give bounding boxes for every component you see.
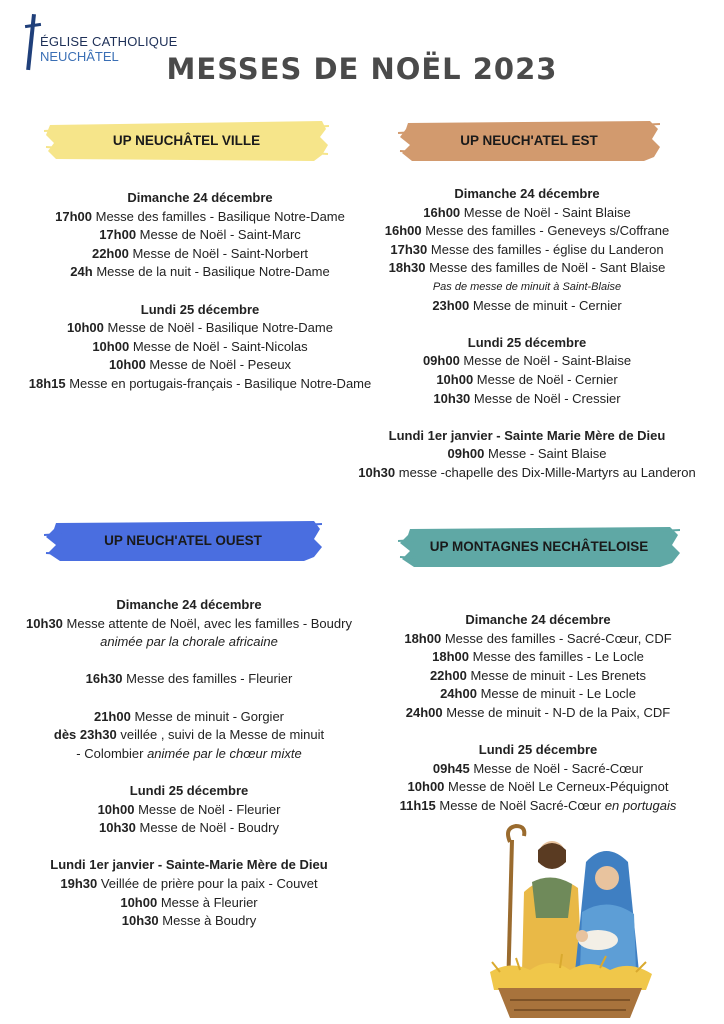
nativity-illustration bbox=[470, 822, 660, 1022]
banner-montagnes bbox=[398, 523, 680, 569]
day-header: Dimanche 24 décembre bbox=[116, 597, 262, 612]
mass-line: 11h15 Messe de Noël Sacré-Cœur en portugais bbox=[399, 797, 677, 813]
mass-line: 16h30 Messe des familles - Fleurier bbox=[85, 671, 293, 687]
day-header: Lundi 1er janvier - Sainte-Marie Mère de Dieu bbox=[50, 857, 328, 873]
mass-line: 09h45 Messe de Noël - Sacré-Cœur bbox=[432, 760, 644, 776]
mass-line: 23h00 Messe de minuit - Cernier bbox=[432, 297, 622, 313]
page-title: MESSES DE NOËL 2023 bbox=[166, 52, 558, 86]
banner-ouest-label: UP NEUCH'ATEL OUEST bbox=[104, 532, 262, 548]
mass-line: 17h30 Messe des familles - église du Landeron bbox=[390, 241, 664, 257]
mass-line: 16h00 Messe de Noël - Saint Blaise bbox=[423, 204, 631, 220]
mass-line: 19h30 Veillée de prière pour la paix - Couvet bbox=[60, 875, 318, 891]
mass-line: 10h00 Messe de Noël - Fleurier bbox=[97, 801, 281, 817]
logo-line-1: ÉGLISE CATHOLIQUE bbox=[40, 34, 178, 49]
mass-line: 18h00 Messe des familles - Sacré-Cœur, CDF bbox=[404, 630, 672, 646]
mass-line: 10h00 Messe de Noël - Peseux bbox=[108, 357, 292, 373]
mass-line: dès 23h30 veillée , suivi de la Messe de minuit bbox=[53, 727, 325, 743]
mass-line: 10h00 Messe de Noël - Basilique Notre-Dame bbox=[67, 320, 333, 336]
mass-line: 24h00 Messe de minuit - N-D de la Paix, CDF bbox=[405, 704, 671, 720]
mass-note: animée par la chorale africaine bbox=[100, 634, 278, 650]
mass-line: 18h15 Messe en portugais-français - Basilique Notre-Dame bbox=[28, 375, 372, 391]
schedule-est bbox=[330, 185, 724, 483]
schedule-montagnes bbox=[368, 611, 708, 816]
mass-line: 10h30 Messe attente de Noël, avec les familles - Boudry bbox=[26, 615, 352, 631]
banner-ouest bbox=[44, 517, 322, 563]
mass-line: 18h30 Messe des familles de Noël - Sant Blaise bbox=[388, 260, 666, 276]
banner-ville-label: UP NEUCHÂTEL VILLE bbox=[112, 132, 261, 148]
day-header: Dimanche 24 décembre bbox=[127, 190, 273, 205]
mass-line: 10h30 Messe de Noël - Cressier bbox=[433, 390, 621, 406]
schedule-ouest bbox=[0, 596, 378, 931]
banner-montagnes-label: UP MONTAGNES NECHÂTELOISE bbox=[429, 538, 649, 554]
logo-line-2: NEUCHÂTEL bbox=[40, 49, 119, 64]
day-header: Lundi 25 décembre bbox=[478, 742, 598, 758]
mass-line: 10h00 Messe à Fleurier bbox=[120, 894, 258, 910]
banner-ville bbox=[44, 117, 329, 163]
mass-line: 10h00 Messe de Noël Le Cerneux-Péquignot bbox=[407, 779, 669, 795]
day-header: Dimanche 24 décembre bbox=[454, 186, 600, 201]
mass-line: 17h00 Messe de Noël - Saint-Marc bbox=[99, 227, 301, 243]
mass-line: 17h00 Messe des familles - Basilique Notre-Dame bbox=[55, 208, 345, 224]
banner-est bbox=[398, 117, 660, 163]
mass-line: - Colombier animée par le chœur mixte bbox=[76, 745, 302, 761]
mass-line: 24h Messe de la nuit - Basilique Notre-Dame bbox=[70, 264, 330, 280]
mass-line: 22h00 Messe de Noël - Saint-Norbert bbox=[91, 245, 309, 261]
mass-line: 22h00 Messe de minuit - Les Brenets bbox=[429, 667, 647, 683]
mass-line: 10h30 Messe de Noël - Boudry bbox=[99, 820, 279, 836]
mass-line: 18h00 Messe des familles - Le Locle bbox=[432, 649, 644, 665]
mass-line: 10h30 Messe à Boudry bbox=[121, 913, 257, 929]
mass-line: 24h00 Messe de minuit - Le Locle bbox=[440, 686, 636, 702]
banner-est-label: UP NEUCH'ATEL EST bbox=[460, 132, 598, 148]
day-header: Lundi 25 décembre bbox=[467, 334, 587, 350]
day-header: Dimanche 24 décembre bbox=[465, 612, 611, 627]
mass-note: Pas de messe de minuit à Saint-Blaise bbox=[432, 280, 622, 293]
mass-line: 10h30 messe -chapelle des Dix-Mille-Martyrs au Landeron bbox=[358, 464, 696, 480]
mass-line: 16h00 Messe des familles - Geneveys s/Coffrane bbox=[384, 223, 670, 239]
mass-line: 10h00 Messe de Noël - Cernier bbox=[436, 371, 618, 387]
day-header: Lundi 25 décembre bbox=[140, 301, 260, 317]
mass-line: 09h00 Messe - Saint Blaise bbox=[447, 446, 607, 462]
mass-line: 09h00 Messe de Noël - Saint-Blaise bbox=[422, 353, 632, 369]
mass-line: 10h00 Messe de Noël - Saint-Nicolas bbox=[92, 338, 308, 354]
day-header: Lundi 1er janvier - Sainte Marie Mère de Dieu bbox=[388, 427, 666, 443]
mass-line: 21h00 Messe de minuit - Gorgier bbox=[93, 708, 285, 724]
day-header: Lundi 25 décembre bbox=[129, 782, 249, 798]
